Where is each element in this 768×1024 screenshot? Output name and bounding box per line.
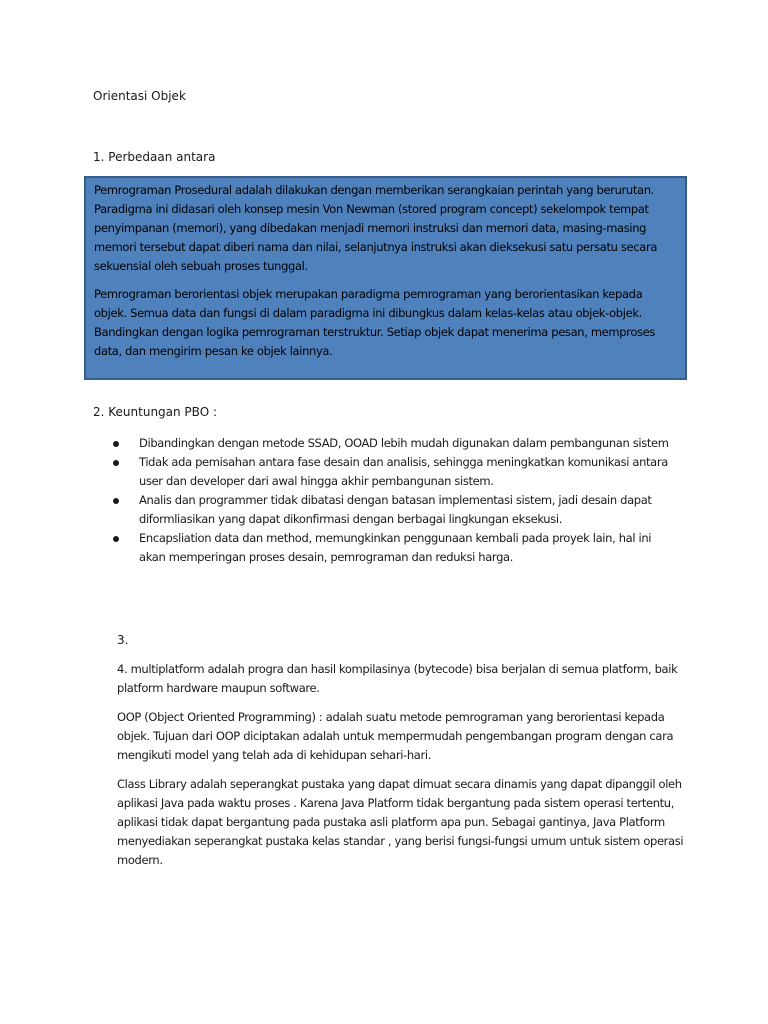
section-1-heading: 1. Perbedaan antara — [93, 150, 216, 164]
class-library-paragraph: Class Library adalah seperangkat pustaka yang dapat dimuat secara dinamis yang dapat dipanggil oleh aplikasi Java pada waktu proses . Karena Java Platform tidak bergantung pada sistem operasi tertentu, aplikasi tidak dapat bergantung pada pustaka asli platform apa pun. Sebagai gantinya, Java Platform menyediakan seperangkat pustaka kelas standar , yang berisi fungsi-fungsi umum untuk sistem operasi modern. — [117, 777, 684, 867]
section-4-body — [117, 660, 687, 880]
list-item — [113, 453, 673, 491]
bullet-icon — [113, 536, 119, 542]
list-item-text: Analis dan programmer tidak dibatasi dengan batasan implementasi sistem, jadi desain dapat diformliasikan yang dapat dikonfirmasi dengan berbagai lingkungan eksekusi. — [139, 493, 652, 526]
bullet-icon — [113, 441, 119, 447]
document-title: Orientasi Objek — [93, 89, 186, 103]
multiplatform-paragraph: 4. multiplatform adalah progra dan hasil kompilasinya (bytecode) bisa berjalan di semua platform, baik platform hardware maupun software. — [117, 662, 678, 695]
list-item-text: Tidak ada pemisahan antara fase desain dan analisis, sehingga meningkatkan komunikasi antara user dan developer dari awal hingga akhir pembangunan sistem. — [139, 455, 668, 488]
list-item — [113, 491, 673, 529]
oop-paragraph: Pemrograman berorientasi objek merupakan paradigma pemrograman yang berorientasikan kepada objek. Semua data dan fungsi di dalam paradigma ini dibungkus dalam kelas-kelas atau objek-objek. Bandingkan dengan logika pemrograman terstruktur. Setiap objek dapat menerima pesan, memproses data, dan mengirim pesan ke objek lainnya. — [94, 287, 656, 358]
list-item-text: Dibandingkan dengan metode SSAD, OOAD lebih mudah digunakan dalam pembangunan sistem — [139, 436, 669, 450]
comparison-text-box — [84, 176, 687, 380]
procedural-paragraph: Pemrograman Prosedural adalah dilakukan dengan memberikan serangkaian perintah yang berurutan. Paradigma ini didasari oleh konsep mesin Von Newman (stored program concept) sekelompok tempat penyimpanan (memori), yang dibedakan menjadi memori instruksi dan memori data, masing-masing memori tersebut dapat diberi nama dan nilai, selanjutnya instruksi akan dieksekusi satu persatu secara sekuensial oleh sebuah proses tunggal. — [94, 183, 658, 273]
oop-definition-paragraph: OOP (Object Oriented Programming) : adalah suatu metode pemrograman yang berorientasi kepada objek. Tujuan dari OOP diciptakan adalah untuk mempermudah pengembangan program dengan cara mengikuti model yang telah ada di kehidupan sehari-hari. — [117, 710, 674, 762]
bullet-icon — [113, 460, 119, 466]
bullet-icon — [113, 498, 119, 504]
section-2-heading: 2. Keuntungan PBO : — [93, 405, 217, 419]
list-item-text: Encapsliation data dan method, memungkinkan penggunaan kembali pada proyek lain, hal ini akan memperingan proses desain, pemrograman dan reduksi harga. — [139, 531, 652, 564]
advantages-list — [113, 434, 673, 567]
section-3-heading: 3. — [117, 633, 129, 647]
list-item — [113, 529, 673, 567]
list-item — [113, 434, 673, 453]
